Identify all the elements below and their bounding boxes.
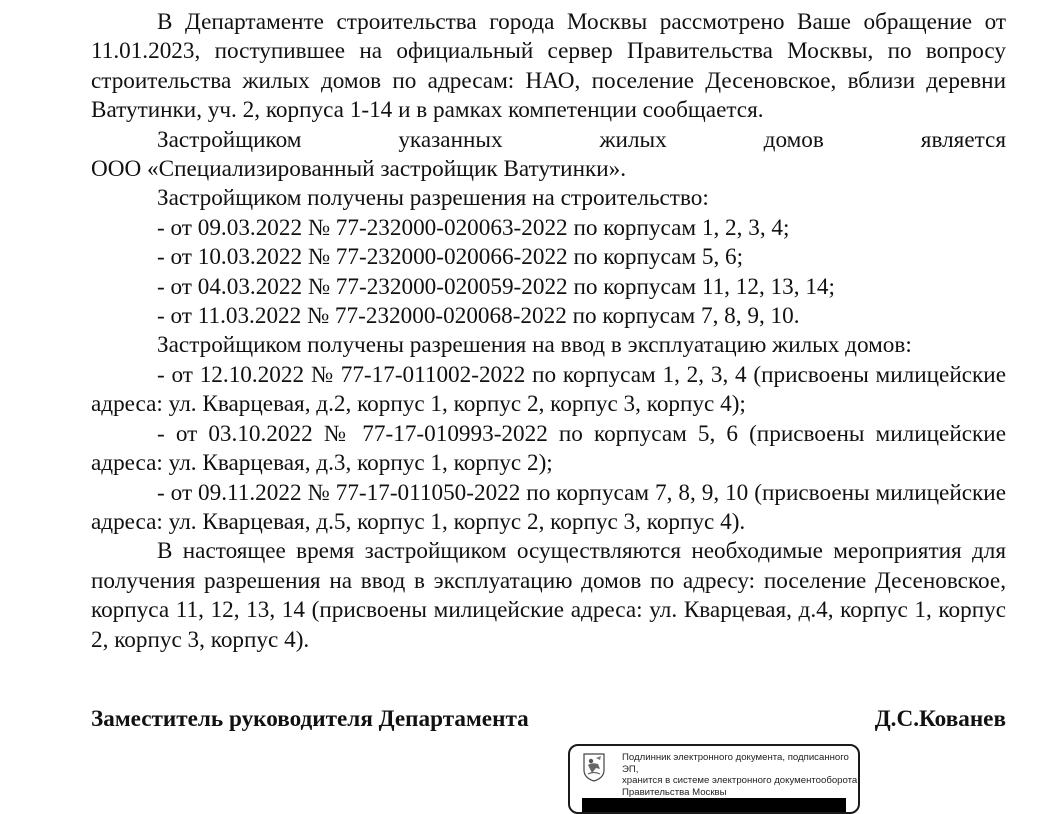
construction-permits-heading: Застройщиком получены разрешения на строительство: xyxy=(157,185,709,212)
letter-body xyxy=(91,8,1006,655)
commissioning-permit-item: - от 12.10.2022 № 77-17-011002-2022 по корпусам 1, 2, 3, 4 (присвоены милицейские адреса: ул. Кварцевая, д.2, корпус 1, корпус 2, корпус 3, корпус 4); xyxy=(91,361,1006,418)
stamp-text xyxy=(622,752,858,798)
current-status-paragraph: В настоящее время застройщиком осуществляются необходимые мероприятия для получения разрешения на ввод в эксплуатацию домов по адресу: поселение Десеновское, корпуса 11, 12, 13, 14 (присвоены милицейские адреса: ул. Кварцевая, д.4, корпус 1, корпус 2, корпус 3, корпус 4). xyxy=(91,538,1006,653)
commissioning-permit-item: - от 03.10.2022 № 77-17-010993-2022 по корпусам 5, 6 (присвоены милицейские адреса: ул. Кварцевая, д.3, корпус 1, корпус 2); xyxy=(91,420,1006,477)
construction-permit-item: - от 11.03.2022 № 77-232000-020068-2022 по корпусам 7, 8, 9, 10. xyxy=(157,303,800,330)
stamp-certificate-bar xyxy=(582,798,846,812)
stamp-line: хранится в системе электронного документооборота xyxy=(622,775,858,787)
signatory-name: Д.С.Кованев xyxy=(874,706,1006,732)
commissioning-permits-heading: Застройщиком получены разрешения на ввод в эксплуатацию жилых домов: xyxy=(157,332,912,359)
construction-permit-item: - от 09.03.2022 № 77-232000-020063-2022 по корпусам 1, 2, 3, 4; xyxy=(157,214,790,241)
signature-block xyxy=(91,705,1006,734)
developer-line-1: Застройщиком указанных жилых домов является xyxy=(157,126,1006,153)
stamp-line: Подлинник электронного документа, подписанного ЭП, xyxy=(622,752,849,775)
stamp-line: Правительства Москвы xyxy=(622,786,727,798)
commissioning-permit-item: - от 09.11.2022 № 77-17-011050-2022 по корпусам 7, 8, 9, 10 (присвоены милицейские адреса: ул. Кварцевая, д.5, корпус 1, корпус 2, корпус 3, корпус 4). xyxy=(91,479,1006,535)
moscow-coat-of-arms-icon xyxy=(582,752,606,782)
developer-line-2: ООО «Специализированный застройщик Ватутинки». xyxy=(91,156,627,183)
electronic-signature-stamp xyxy=(568,744,860,814)
construction-permit-item: - от 10.03.2022 № 77-232000-020066-2022 по корпусам 5, 6; xyxy=(157,244,744,271)
signatory-position: Заместитель руководителя Департамента xyxy=(91,706,529,732)
intro-paragraph: В Департаменте строительства города Москвы рассмотрено Ваше обращение от 11.01.2023, поступившее на официальный сервер Правительства Москвы, по вопросу строительства жилых домов по адресам: НАО, поселение Десеновское, вблизи деревни Ватутинки, уч. 2, корпуса 1-14 и в рамках компетенции сообщается. xyxy=(91,9,1006,124)
construction-permit-item: - от 04.03.2022 № 77-232000-020059-2022 по корпусам 11, 12, 13, 14; xyxy=(157,273,835,300)
